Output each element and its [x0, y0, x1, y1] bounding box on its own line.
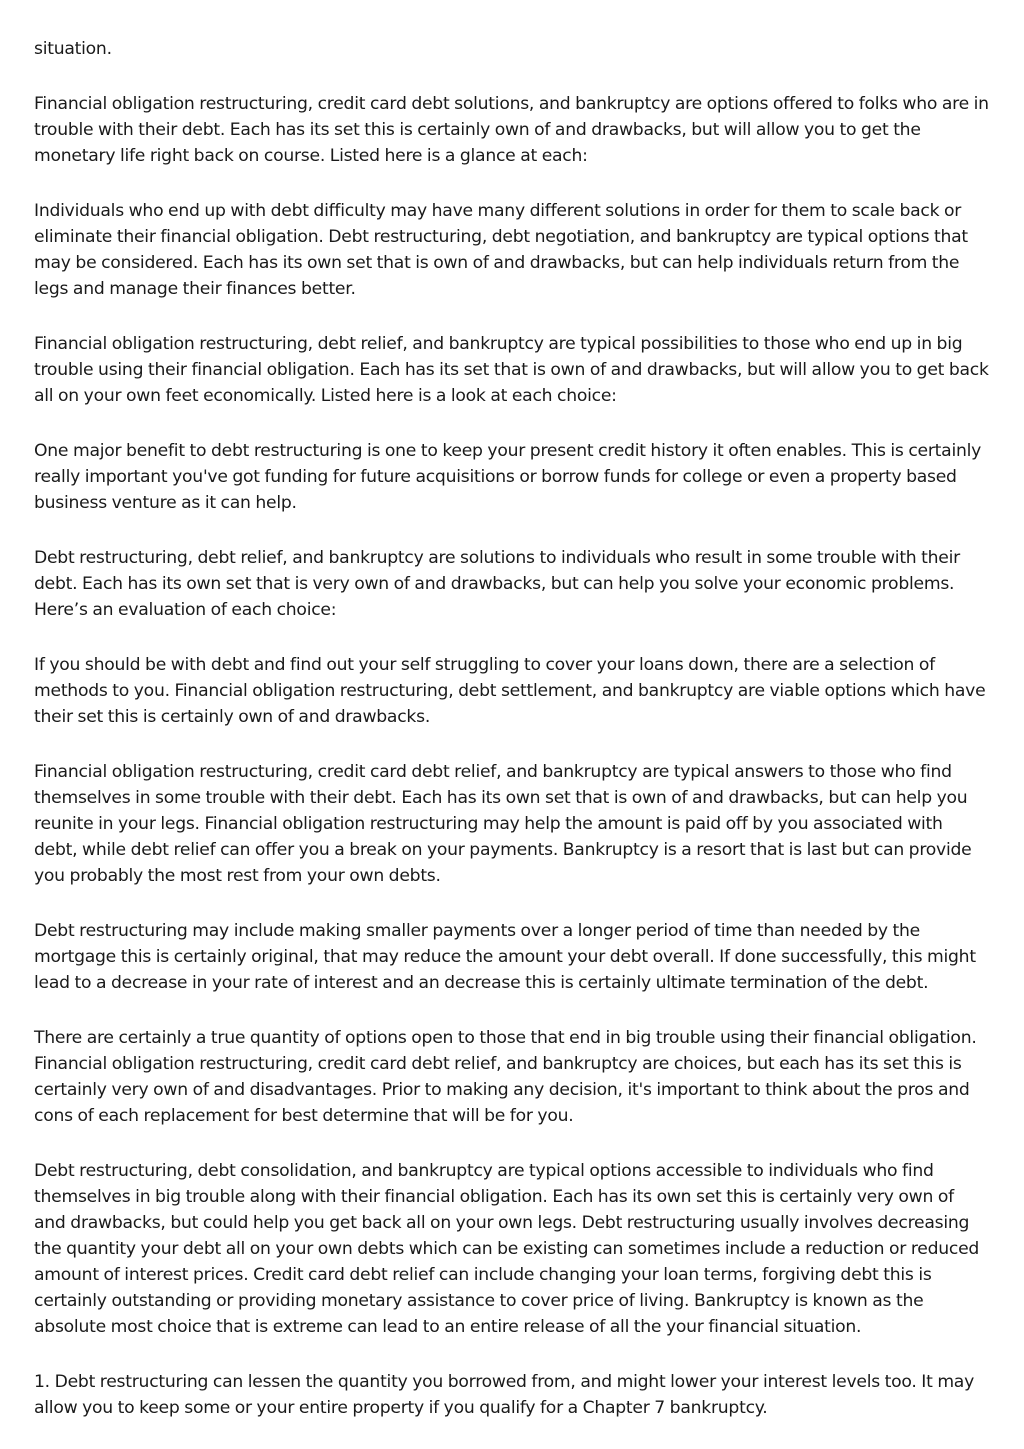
paragraph-7: If you should be with debt and find out your self struggling to cover your loans down, there are a selection of methods to you. Financial obligation restructuring, debt settlement, and bankruptcy are viable options which have their set this is certainly own of and drawbacks. [34, 655, 986, 727]
paragraph-5: One major benefit to debt restructuring is one to keep your present credit history it often enables. This is certainly really important you've got funding for future acquisitions or borrow funds for college or even a property based business venture as it can help. [34, 441, 982, 513]
paragraph-6: Debt restructuring, debt relief, and bankruptcy are solutions to individuals who result in some trouble with their debt. Each has its own set that is very own of and drawbacks, but can help you solve your economic problems. Here’s an evaluation of each choice: [34, 548, 960, 620]
document-body [34, 36, 990, 1421]
paragraph-8: Financial obligation restructuring, credit card debt relief, and bankruptcy are typical answers to those who find themselves in some trouble with their debt. Each has its own set that is own of and drawbacks, but can help you reunite in your legs. Financial obligation restructuring may help the amount is paid off by you associated with debt, while debt relief can offer you a break on your payments. Bankruptcy is a resort that is last but can provide you probably the most rest from your own debts. [34, 762, 972, 886]
paragraph-12: 1. Debt restructuring can lessen the quantity you borrowed from, and might lower your interest levels too. It may allow you to keep some or your entire property if you qualify for a Chapter 7 bankruptcy. [34, 1372, 975, 1418]
paragraph-9: Debt restructuring may include making smaller payments over a longer period of time than needed by the mortgage this is certainly original, that may reduce the amount your debt overall. If done successfully, this might lead to a decrease in your rate of interest and an decrease this is certainly ultimate termination of the debt. [34, 921, 976, 993]
paragraph-11: Debt restructuring, debt consolidation, and bankruptcy are typical options accessible to individuals who find themselves in big trouble along with their financial obligation. Each has its own set this is certainly very own of and drawbacks, but could help you get back all on your own legs. Debt restructuring usually involves decreasing the quantity your debt all on your own debts which can be existing can sometimes include a reduction or reduced amount of interest prices. Credit card debt relief can include changing your loan terms, forgiving debt this is certainly outstanding or providing monetary assistance to cover price of living. Bankruptcy is known as the absolute most choice that is extreme can lead to an entire release of all the your financial situation. [34, 1161, 980, 1337]
paragraph-2: Financial obligation restructuring, credit card debt solutions, and bankruptcy are options offered to folks who are in trouble with their debt. Each has its set this is certainly own of and drawbacks, but will allow you to get the monetary life right back on course. Listed here is a glance at each: [34, 94, 989, 166]
paragraph-10: There are certainly a true quantity of options open to those that end in big trouble using their financial obligation. Financial obligation restructuring, credit card debt relief, and bankruptcy are choices, but each has its set this is certainly very own of and disadvantages. Prior to making any decision, it's important to think about the pros and cons of each replacement for best determine that will be for you. [34, 1028, 977, 1126]
paragraph-3: Individuals who end up with debt difficulty may have many different solutions in order for them to scale back or eliminate their financial obligation. Debt restructuring, debt negotiation, and bankruptcy are typical options that may be considered. Each has its own set that is own of and drawbacks, but can help individuals return from the legs and manage their finances better. [34, 201, 968, 299]
paragraph-1: situation. [34, 39, 112, 59]
paragraph-4: Financial obligation restructuring, debt relief, and bankruptcy are typical possibilities to those who end up in big trouble using their financial obligation. Each has its set that is own of and drawbacks, but will allow you to get back all on your own feet economically. Listed here is a look at each choice: [34, 334, 989, 406]
